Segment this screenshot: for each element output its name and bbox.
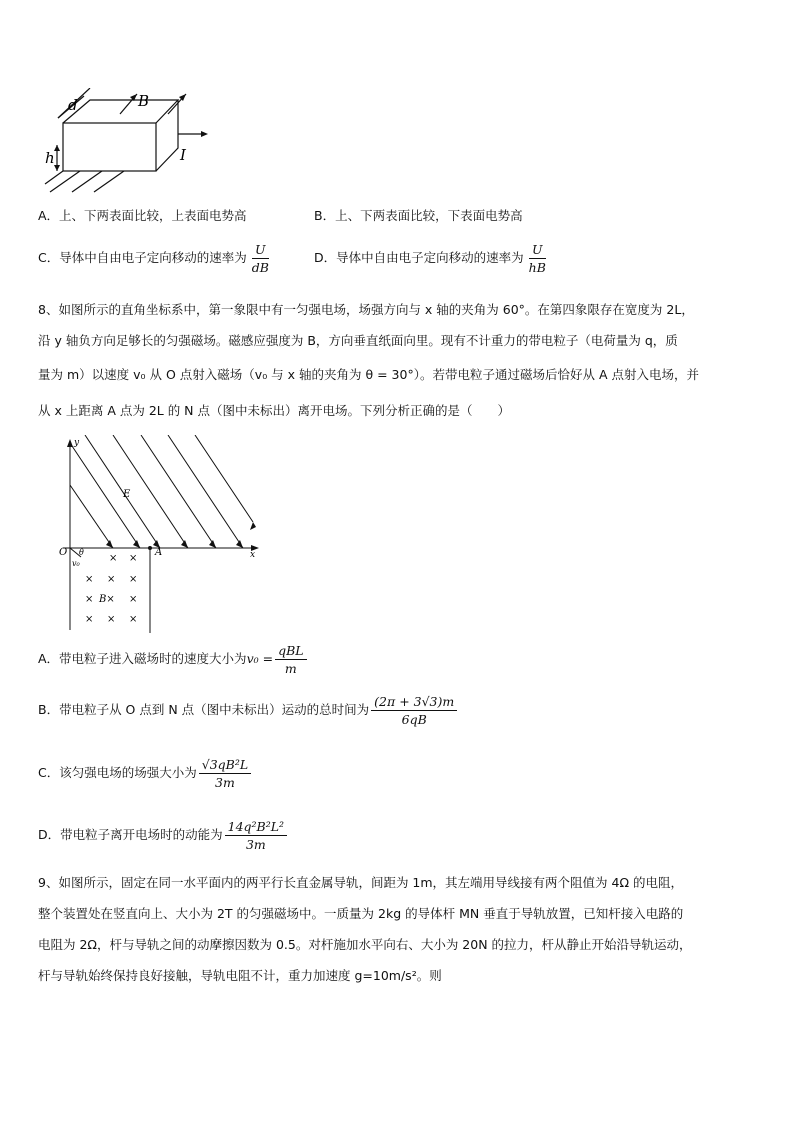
- block-front-face: [63, 123, 156, 171]
- q8-option-a: [38, 643, 307, 676]
- label-o: O: [59, 547, 68, 558]
- svg-text:×: ×: [107, 574, 116, 585]
- q8-option-d: [38, 819, 287, 852]
- fraction: $\frac{U}{dB}$: [251, 242, 269, 275]
- fraction: $\frac{\text{qBL}}{m}$: [275, 643, 307, 676]
- q7-option-d: [314, 242, 549, 275]
- fraction: $\frac{(2\pi + 3√3)m}{6qB}$: [371, 694, 457, 727]
- q8-option-c-text: C．该匀强电场的场强大小为: [38, 765, 197, 780]
- svg-text:×: ×: [129, 614, 138, 625]
- label-x: x: [250, 550, 256, 560]
- svg-text:×: ×: [107, 614, 116, 625]
- q7-option-a: A．上、下两表面比较，上表面电势高: [38, 208, 247, 223]
- q8-stem-line-2: 沿 y 轴负方向足够长的匀强磁场。磁感应强度为 B，方向垂直纸面向里。现有不计重力的带电粒子（电荷量为 q，质: [38, 333, 678, 348]
- q9-line-4: 杆与导轨始终保持良好接触，导轨电阻不计，重力加速度 g=10m/s²。则: [38, 968, 442, 983]
- svg-text:×: ×: [85, 614, 94, 625]
- q9-line-1: 9、如图所示，固定在同一水平面内的两平行长直金属导轨，间距为 1m，其左端用导线接有两个阻值为 4Ω 的电阻，: [38, 875, 684, 890]
- q7-option-d-text: D．导体中自由电子定向移动的速率为: [314, 250, 524, 265]
- label-b: B×: [99, 594, 115, 605]
- q9-line-3: 电阻为 2Ω，杆与导轨之间的动摩擦因数为 0.5。对杆施加水平向右、大小为 20N 的拉力，杆从静止开始沿导轨运动，: [38, 937, 692, 952]
- fraction: $\frac{\text{√3qB²L}}{3m}$: [199, 757, 251, 790]
- label-i: I: [180, 146, 186, 164]
- svg-text:×: ×: [129, 594, 138, 605]
- q8-option-b-text: B．带电粒子从 O 点到 N 点（图中未标出）运动的总时间为: [38, 702, 370, 717]
- label-y: y: [74, 438, 80, 448]
- svg-text:×: ×: [85, 574, 94, 585]
- q8-stem-line-4: 从 x 上距离 A 点为 2L 的 N 点（图中未标出）离开电场。下列分析正确的是（ ）: [38, 403, 511, 418]
- label-e: E: [123, 489, 131, 500]
- fraction: $\frac{U}{hB}$: [528, 242, 546, 275]
- q8-field-figure: [55, 435, 270, 635]
- q8-option-a-lhs: v₀ =: [246, 651, 274, 666]
- svg-text:×: ×: [109, 553, 118, 564]
- q7-option-b: B．上、下两表面比较，下表面电势高: [314, 208, 523, 223]
- label-d: d: [68, 96, 78, 114]
- label-b: B: [138, 92, 150, 110]
- q8-option-c: [38, 757, 251, 790]
- svg-text:×: ×: [129, 574, 138, 585]
- fraction: $\frac{\text{14q²B²L²}}{3m}$: [225, 819, 287, 852]
- q8-option-d-text: D．带电粒子离开电场时的动能为: [38, 827, 223, 842]
- label-h: h: [45, 149, 55, 167]
- q7-option-c: [38, 242, 272, 275]
- label-v0: v₀: [72, 559, 80, 568]
- svg-text:×: ×: [85, 594, 94, 605]
- q7-block-figure: [40, 88, 220, 193]
- label-a: A: [155, 547, 163, 558]
- q8-stem-line-1: 8、如图所示的直角坐标系中，第一象限中有一匀强电场，场强方向与 x 轴的夹角为 60°。在第四象限存在宽度为 2L，: [38, 302, 694, 317]
- q8-option-a-text: A．带电粒子进入磁场时的速度大小为: [38, 651, 247, 666]
- svg-text:×: ×: [129, 553, 138, 564]
- q7-option-c-text: C．导体中自由电子定向移动的速率为: [38, 250, 247, 265]
- q8-option-b: [38, 694, 457, 727]
- q8-stem-line-3: 量为 m）以速度 v₀ 从 O 点射入磁场（v₀ 与 x 轴的夹角为 θ = 30°）。若带电粒子通过磁场后恰好从 A 点射入电场，并: [38, 367, 699, 382]
- q9-line-2: 整个装置处在竖直向上、大小为 2T 的匀强磁场中。一质量为 2kg 的导体杆 MN 垂直于导轨放置，已知杆接入电路的: [38, 906, 684, 921]
- block-top-face: [63, 100, 178, 123]
- label-theta: θ: [79, 548, 84, 557]
- magnetic-field-crosses: [85, 553, 137, 625]
